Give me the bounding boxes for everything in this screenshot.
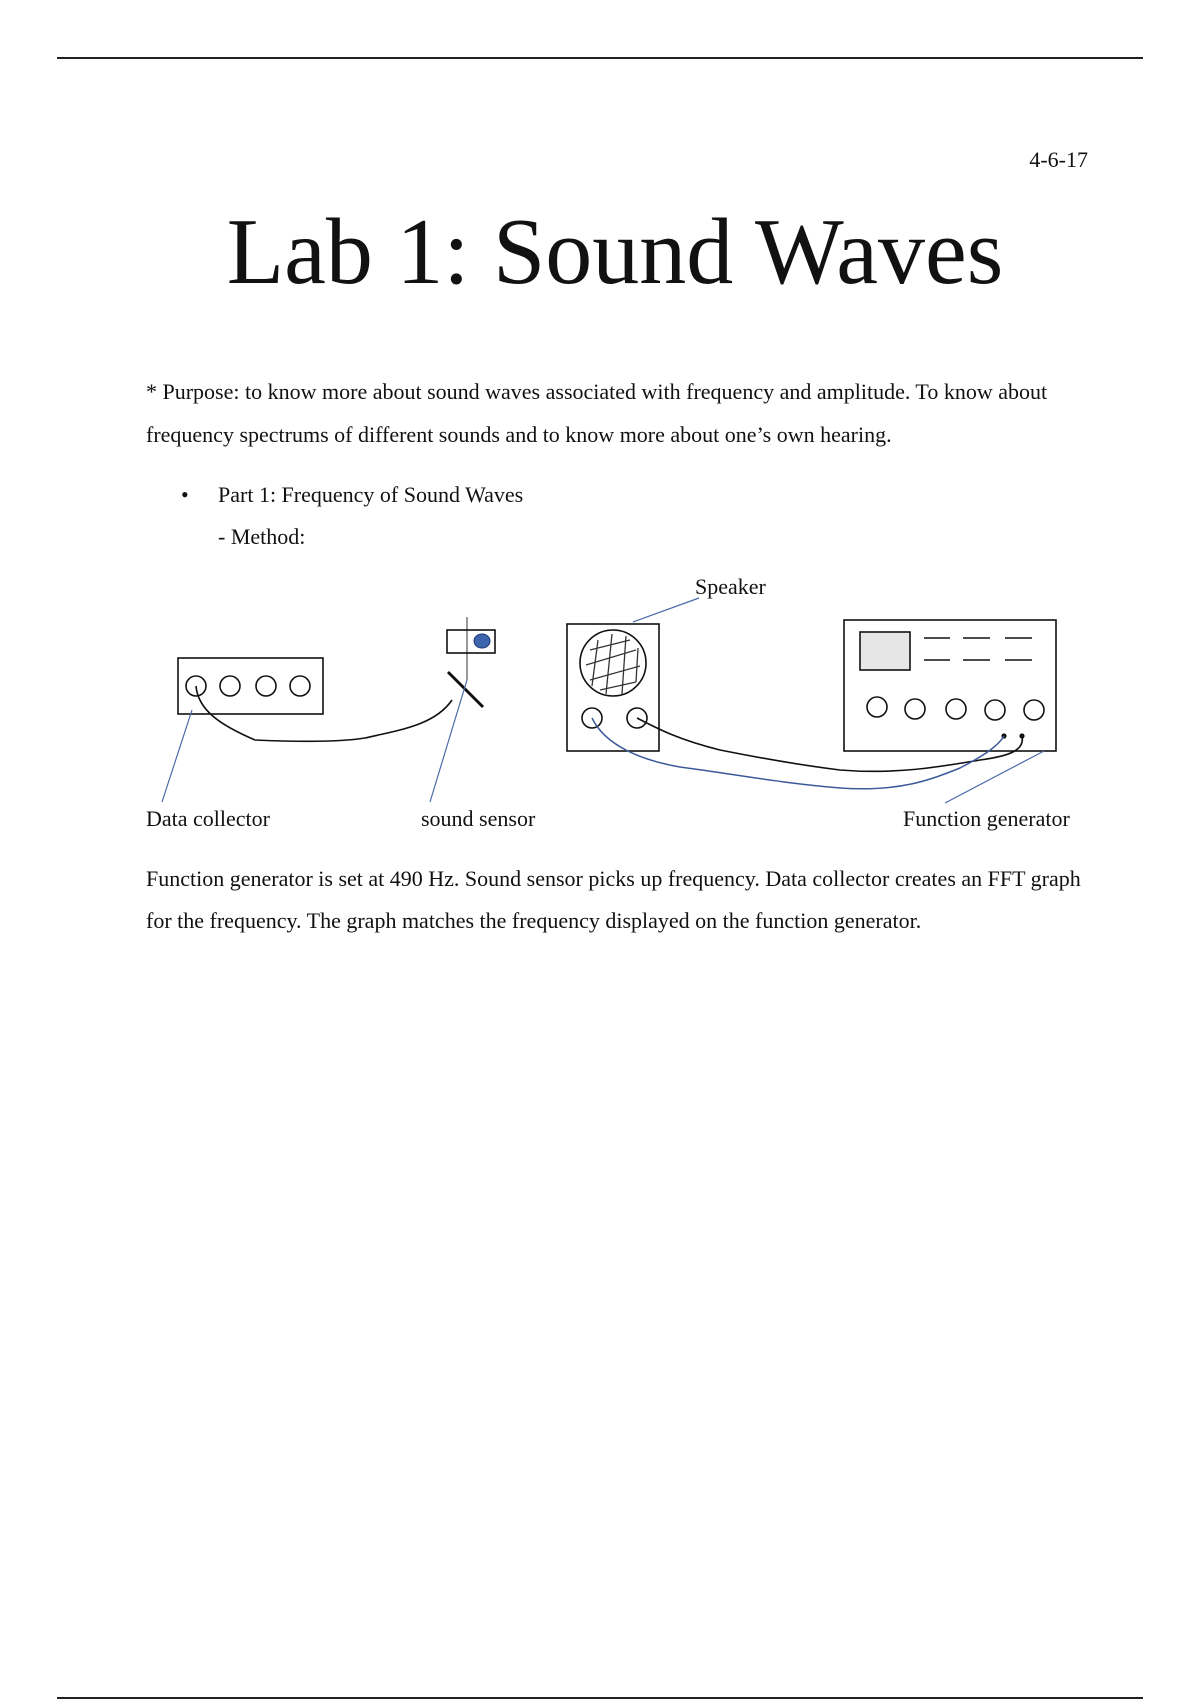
apparatus-drawing bbox=[140, 570, 1100, 840]
bullet-icon: • bbox=[181, 482, 189, 507]
apparatus-diagram bbox=[140, 570, 1100, 840]
speaker-label: Speaker bbox=[695, 574, 766, 599]
part-list bbox=[146, 474, 1046, 558]
result-paragraph: Function generator is set at 490 Hz. Sound sensor picks up frequency. Data collector creates an FFT graph for the frequency. The graph matches the frequency displayed on the function generator. bbox=[146, 866, 1081, 933]
bottom-rule bbox=[57, 1697, 1143, 1699]
page-title: Lab 1: Sound Waves bbox=[226, 200, 1004, 304]
function-generator-label: Function generator bbox=[903, 806, 1070, 831]
part1-heading: Part 1: Frequency of Sound Waves bbox=[218, 482, 524, 507]
function-generator-device bbox=[844, 620, 1056, 751]
data-collector-label: Data collector bbox=[146, 806, 270, 831]
method-label: - Method: bbox=[218, 524, 306, 549]
data-collector-device bbox=[178, 658, 323, 714]
purpose-paragraph: * Purpose: to know more about sound waves associated with frequency and amplitude. To know about frequency spectrums of different sounds and to know more about one’s own hearing. bbox=[146, 379, 1048, 447]
speaker-generator-cable-black bbox=[637, 718, 1022, 771]
top-rule bbox=[57, 57, 1143, 59]
sound-sensor-device bbox=[447, 617, 495, 707]
list-item bbox=[146, 474, 1046, 516]
label-leaders bbox=[162, 598, 1044, 803]
speaker-device bbox=[567, 624, 659, 751]
speaker-generator-cable-blue bbox=[592, 718, 1004, 789]
sound-sensor-label: sound sensor bbox=[421, 806, 536, 831]
date-text: 4-6-17 bbox=[1029, 147, 1088, 172]
